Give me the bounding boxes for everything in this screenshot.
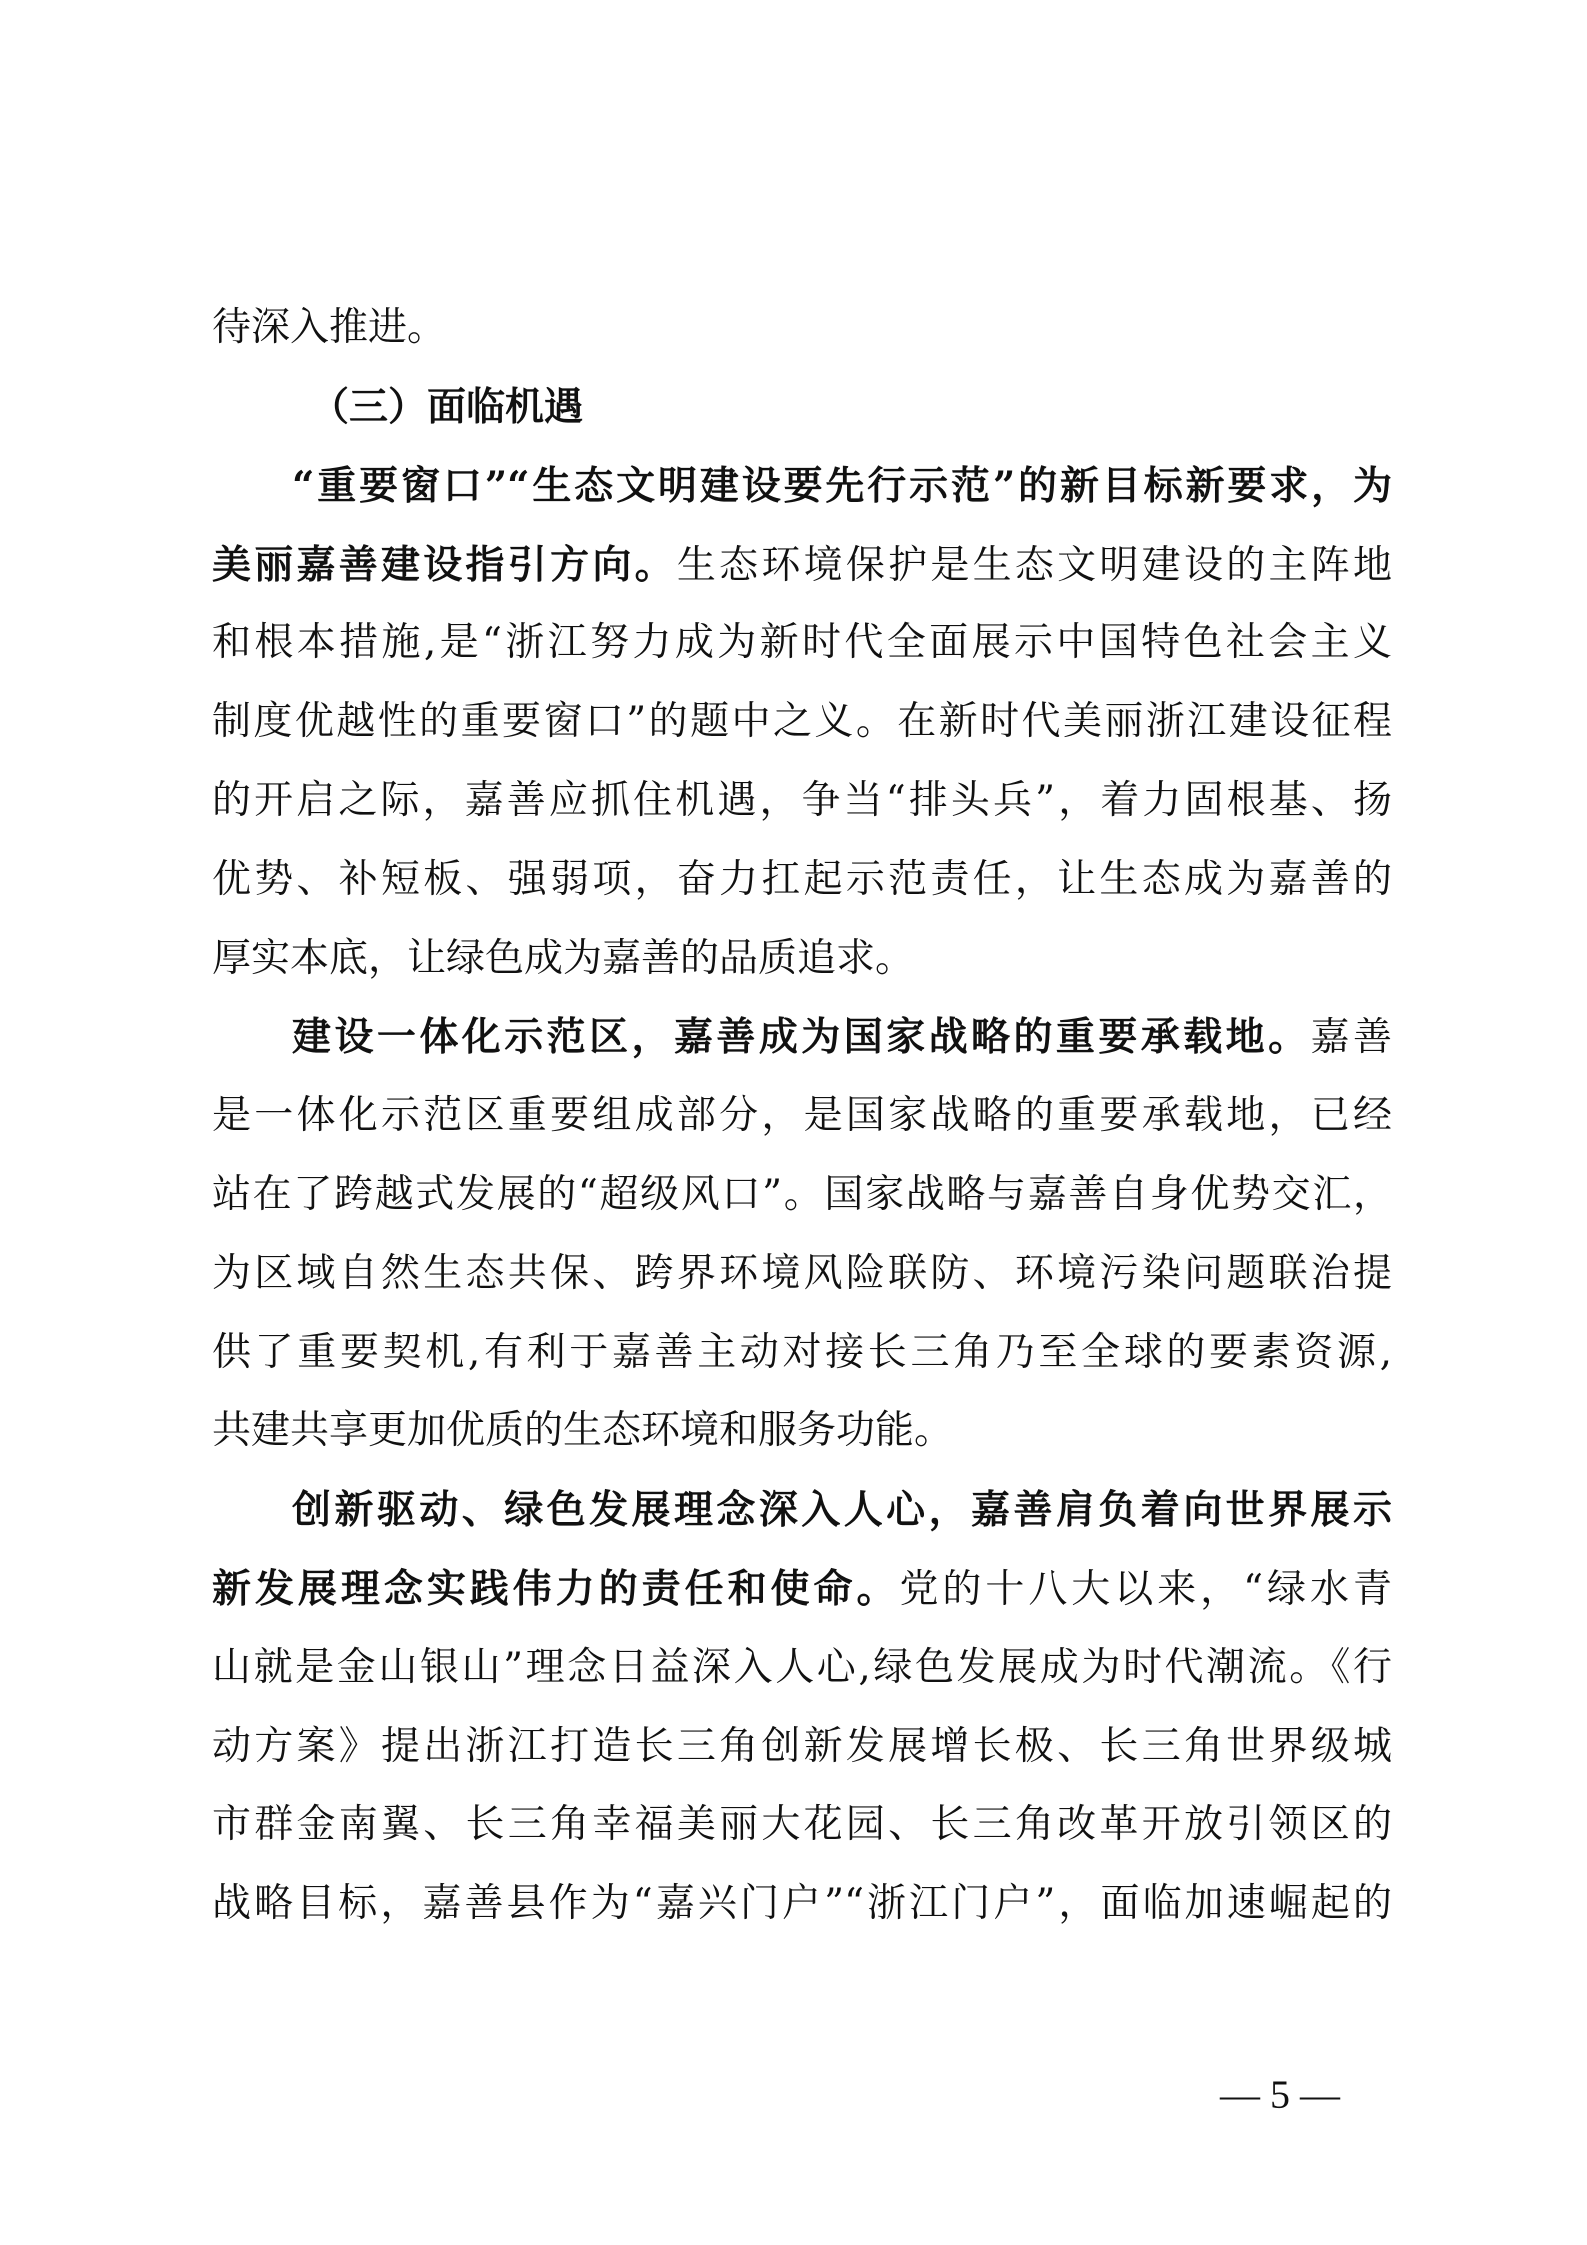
page-number: — 5 — [1220, 2072, 1340, 2117]
paragraph-line: 制度优越性的重要窗口”的题中之义。在新时代美丽浙江建设征程 [212, 699, 1392, 744]
paragraph-line: 动方案》提出浙江打造长三角创新发展增长极、长三角世界级城 [212, 1724, 1392, 1769]
paragraph-line: 创新驱动、绿色发展理念深入人心，嘉善肩负着向世界展示 [292, 1487, 1392, 1533]
paragraph-line: 共建共享更加优质的生态环境和服务功能。 [212, 1408, 954, 1453]
body-text: 党的十八大以来，“绿水青 [899, 1567, 1392, 1612]
paragraph-line: 为区域自然生态共保、跨界环境风险联防、环境污染问题联治提 [212, 1251, 1392, 1296]
paragraph-line [292, 1011, 1392, 1064]
paragraph-line [212, 539, 1392, 592]
body-text: 嘉善 [1310, 1015, 1392, 1060]
paragraph-line: 和根本措施,是“浙江努力成为新时代全面展示中国特色社会主义 [212, 620, 1392, 665]
bold-lead-text: 新发展理念实践伟力的责任和使命。 [212, 1566, 900, 1612]
paragraph-line: 市群金南翼、长三角幸福美丽大花园、长三角改革开放引领区的 [212, 1802, 1392, 1847]
body-text: 生态环境保护是生态文明建设的主阵地 [676, 543, 1392, 588]
paragraph-line [212, 1563, 1392, 1616]
paragraph-line: 是一体化示范区重要组成部分，是国家战略的重要承载地，已经 [212, 1093, 1392, 1138]
paragraph-line: 厚实本底，让绿色成为嘉善的品质追求。 [212, 936, 915, 981]
paragraph-line: 优势、补短板、强弱项，奋力扛起示范责任，让生态成为嘉善的 [212, 857, 1392, 902]
paragraph-line: 的开启之际，嘉善应抓住机遇，争当“排头兵”，着力固根基、扬 [212, 778, 1392, 823]
bold-lead-text: 美丽嘉善建设指引方向。 [212, 542, 677, 588]
bold-lead-text: 建设一体化示范区，嘉善成为国家战略的重要承载地。 [292, 1014, 1311, 1060]
paragraph-line: 山就是金山银山”理念日益深入人心,绿色发展成为时代潮流。《行 [212, 1645, 1392, 1690]
paragraph-line: 待深入推进。 [212, 305, 447, 350]
paragraph-line: 站在了跨越式发展的“超级风口”。国家战略与嘉善自身优势交汇， [212, 1172, 1392, 1217]
paragraph-line: 战略目标，嘉善县作为“嘉兴门户”“浙江门户”，面临加速崛起的 [212, 1881, 1392, 1926]
section-heading: （三）面临机遇 [310, 384, 584, 430]
paragraph-line: 供了重要契机,有利于嘉善主动对接长三角乃至全球的要素资源, [212, 1330, 1392, 1375]
paragraph-line: “重要窗口”“生态文明建设要先行示范”的新目标新要求，为 [292, 463, 1392, 509]
